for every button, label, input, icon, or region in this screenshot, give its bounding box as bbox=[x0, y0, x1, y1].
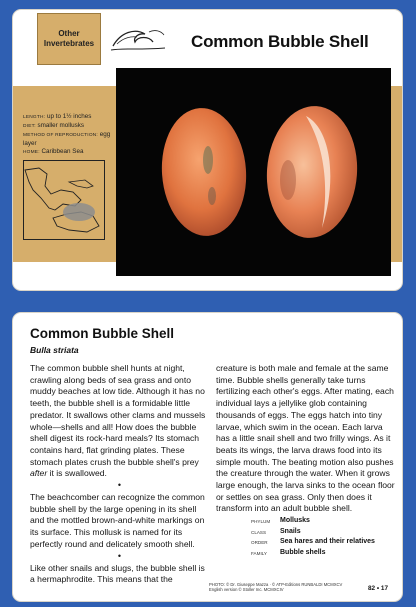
category-label: Other Invertebrates bbox=[37, 13, 101, 65]
paragraph: The beachcomber can recognize the common bubble shell by the large opening in its shell and the mottled brown-and-white markings on its surface. This mollusk is named for its perfectly round and delicately smooth shell. bbox=[30, 492, 205, 549]
fact-reproduction: METHOD OF REPRODUCTION: egg layer bbox=[23, 131, 111, 147]
fact-list bbox=[23, 113, 111, 157]
paragraph: Like other snails and slugs, the bubble shell is a hermaphrodite. This means that the bbox=[30, 562, 205, 585]
latin-name: Bulla striata bbox=[30, 345, 79, 355]
classification-table bbox=[251, 516, 375, 558]
fact-length: LENGTH: up to 1½ inches bbox=[23, 113, 92, 120]
classification-row: FAMILY Bubble shells bbox=[251, 548, 326, 556]
paragraph: creature is both male and female at the same time. Bubble shells generally take turns fertilizing each other's eggs. After mating, each individual lays a jellylike glob containing thousands of eggs. The eggs hatch into tiny larvae, which swim in the ocean. Each larva has a little snail shell and two frilly wings. As it beats its wings, the larva draws food into its simple mouth. The beating motion also pushes the creature through the water. When it grows large enough, the larva sinks to the ocean floor or settles on sea grass. Only then does it transform into an adult bubble shell. bbox=[216, 363, 395, 514]
back-title: Common Bubble Shell bbox=[30, 326, 175, 341]
text-column-right bbox=[216, 363, 396, 515]
shell-back-view bbox=[158, 105, 251, 239]
card-code: 82 • 17 bbox=[368, 585, 389, 592]
classification-row: ORDER Sea hares and their relatives bbox=[251, 538, 375, 545]
page-title: Common Bubble Shell bbox=[191, 32, 369, 51]
bullet-separator: • bbox=[117, 480, 122, 491]
fact-diet: DIET: smaller mollusks bbox=[23, 122, 85, 129]
shell-photo bbox=[116, 68, 391, 276]
card-back bbox=[12, 312, 403, 602]
text-column-left bbox=[30, 363, 209, 586]
paragraph: The common bubble shell hunts at night, crawling along beds of sea grass and onto muddy beaches at low tide. Although it has no teeth, the bubble shell is a formidable little predator. It swallows other clams and mussels whole—shells and all! How does the bubble shell digest its rock-hard meals? Its stomach contains hard, flat grinding plates. These stomach plates crush the bubble shell's prey after it is swallowed. bbox=[30, 363, 206, 479]
bullet-separator: • bbox=[117, 550, 122, 561]
classification-row: PHYLUM Mollusks bbox=[251, 517, 310, 524]
wave-icon bbox=[109, 24, 167, 54]
fact-home: HOME: Caribbean Sea bbox=[23, 148, 84, 155]
card-front bbox=[12, 9, 403, 291]
caribbean-map bbox=[23, 160, 105, 240]
classification-row: CLASS Snails bbox=[251, 527, 301, 535]
photo-credits: PHOTO: © Dr. Giuseppe Mazza · © ATP-Editions RUNBALDI MCMXCV English version © Stoller Inc. MCMXCIV bbox=[209, 582, 343, 593]
